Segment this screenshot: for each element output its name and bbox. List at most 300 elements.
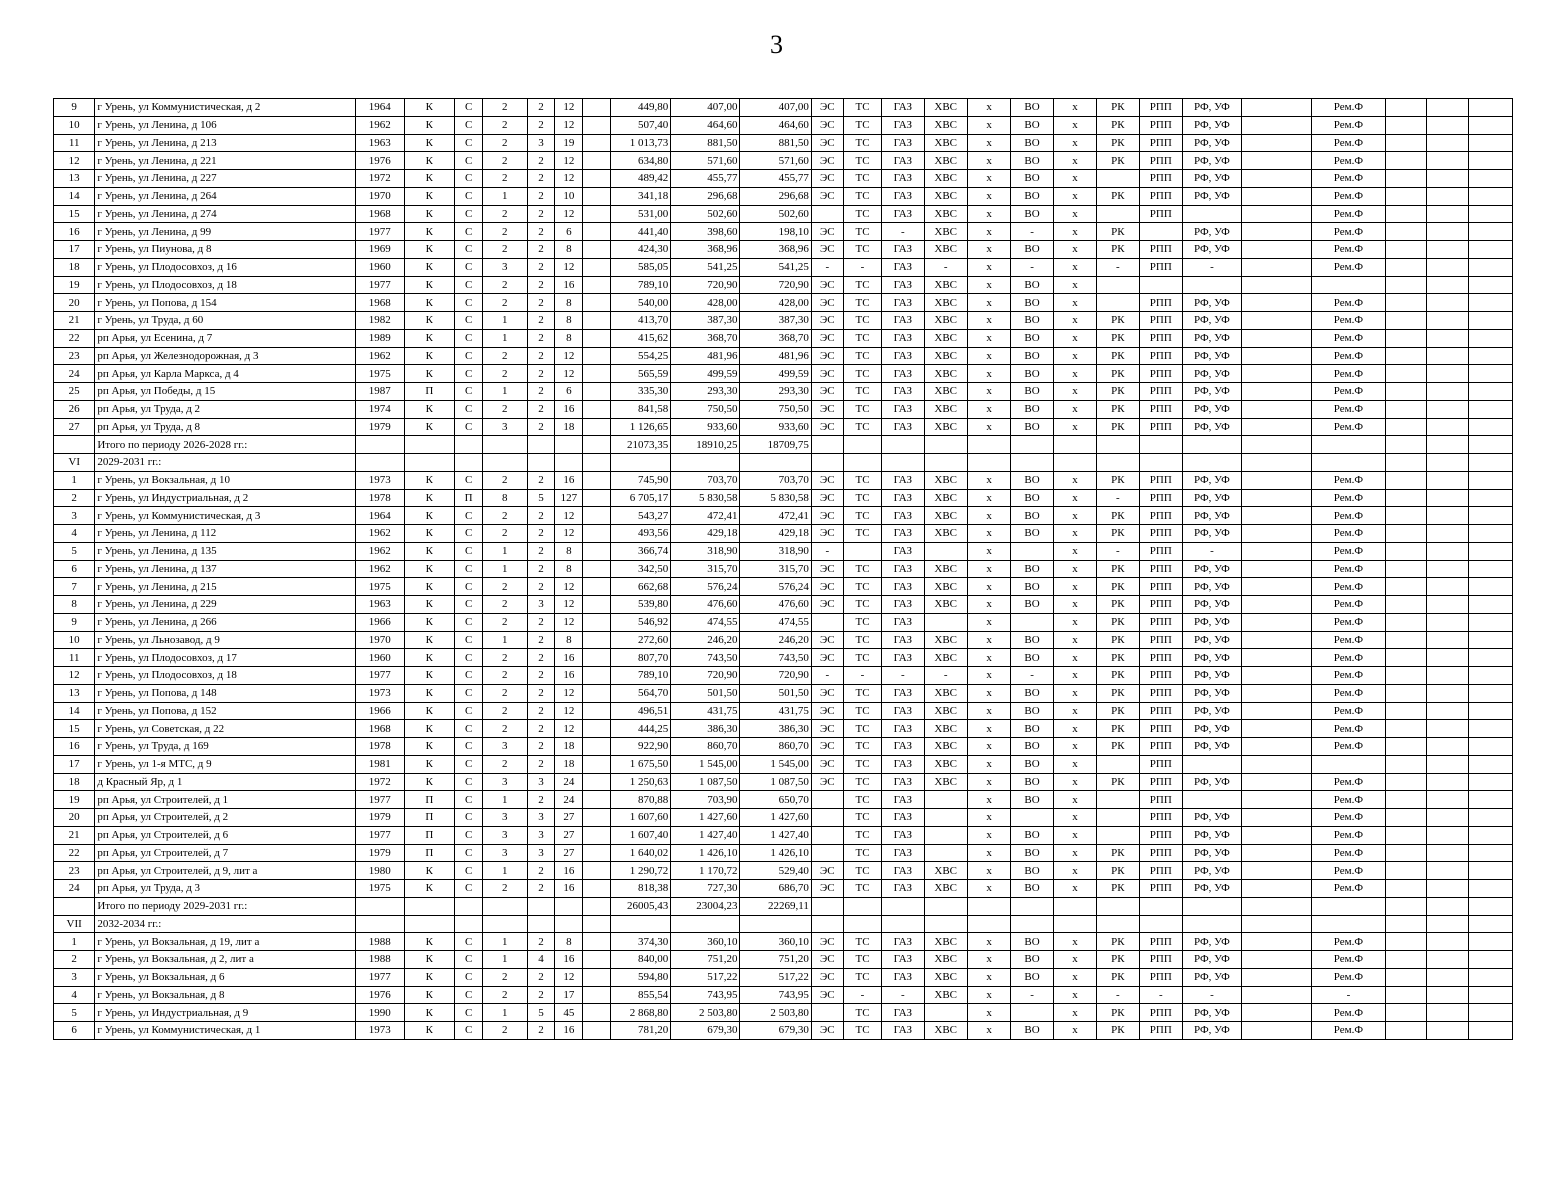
- table-cell: [1427, 383, 1469, 401]
- table-cell: х: [1053, 400, 1096, 418]
- table-cell: 22269,11: [740, 897, 811, 915]
- table-cell: 1978: [355, 738, 404, 756]
- table-cell: [1241, 933, 1311, 951]
- table-cell: -: [1097, 542, 1139, 560]
- row-number-cell: 5: [54, 542, 95, 560]
- table-cell: РФ, УФ: [1182, 738, 1241, 756]
- table-cell: х: [967, 1022, 1010, 1040]
- address-cell: г Урень, ул Труда, д 169: [95, 738, 356, 756]
- table-cell: [1241, 489, 1311, 507]
- table-cell: РК: [1097, 684, 1139, 702]
- table-cell: 12: [555, 596, 583, 614]
- table-cell: ВО: [1011, 187, 1053, 205]
- table-cell: [583, 844, 611, 862]
- table-cell: ВО: [1011, 152, 1053, 170]
- table-cell: х: [1053, 525, 1096, 543]
- table-cell: х: [967, 560, 1010, 578]
- table-cell: 8: [555, 312, 583, 330]
- address-cell: рп Арья, ул Карла Маркса, д 4: [95, 365, 356, 383]
- address-cell: г Урень, ул Плодосовхоз, д 18: [95, 276, 356, 294]
- table-cell: [1427, 738, 1469, 756]
- table-cell: 2: [527, 968, 555, 986]
- table-cell: х: [1053, 347, 1096, 365]
- table-cell: 374,30: [611, 933, 671, 951]
- table-cell: [1241, 99, 1311, 117]
- table-cell: [1241, 915, 1311, 933]
- table-cell: 1 675,50: [611, 755, 671, 773]
- table-cell: [1427, 613, 1469, 631]
- table-cell: [583, 968, 611, 986]
- table-row: [54, 241, 1513, 259]
- table-cell: ЭС: [811, 365, 843, 383]
- table-cell: Рем.Ф: [1312, 826, 1385, 844]
- table-cell: [1385, 986, 1426, 1004]
- table-cell: 502,60: [671, 205, 740, 223]
- table-cell: 16: [555, 667, 583, 685]
- table-cell: х: [1053, 702, 1096, 720]
- table-cell: х: [1053, 596, 1096, 614]
- table-cell: ХВС: [924, 631, 967, 649]
- table-cell: х: [967, 116, 1010, 134]
- table-cell: х: [1053, 312, 1096, 330]
- table-row: [54, 489, 1513, 507]
- table-cell: РФ, УФ: [1182, 1022, 1241, 1040]
- table-cell: [1241, 720, 1311, 738]
- table-row: [54, 649, 1513, 667]
- table-cell: ТС: [843, 294, 881, 312]
- table-cell: С: [455, 578, 483, 596]
- table-cell: х: [1053, 613, 1096, 631]
- table-cell: 428,00: [671, 294, 740, 312]
- table-cell: 296,68: [740, 187, 811, 205]
- table-row: [54, 844, 1513, 862]
- table-cell: 6: [555, 223, 583, 241]
- table-cell: -: [1011, 223, 1053, 241]
- table-cell: С: [455, 365, 483, 383]
- table-cell: РФ, УФ: [1182, 418, 1241, 436]
- table-cell: РФ, УФ: [1182, 383, 1241, 401]
- table-cell: [355, 436, 404, 454]
- table-cell: х: [967, 99, 1010, 117]
- table-cell: 781,20: [611, 1022, 671, 1040]
- address-cell: рп Арья, ул Есенина, д 7: [95, 329, 356, 347]
- table-cell: С: [455, 116, 483, 134]
- table-cell: С: [455, 294, 483, 312]
- table-row: [54, 99, 1513, 117]
- table-cell: 4: [527, 951, 555, 969]
- table-cell: 2: [527, 1022, 555, 1040]
- table-cell: х: [1053, 684, 1096, 702]
- table-cell: [527, 454, 555, 472]
- table-cell: РПП: [1139, 880, 1182, 898]
- table-cell: [483, 454, 527, 472]
- table-cell: ХВС: [924, 578, 967, 596]
- table-cell: [924, 454, 967, 472]
- table-cell: [811, 613, 843, 631]
- table-cell: 272,60: [611, 631, 671, 649]
- table-cell: ТС: [843, 525, 881, 543]
- table-cell: 1 427,40: [671, 826, 740, 844]
- table-cell: 2: [483, 1022, 527, 1040]
- table-cell: 1 640,02: [611, 844, 671, 862]
- table-cell: х: [967, 880, 1010, 898]
- table-cell: К: [404, 560, 455, 578]
- table-cell: [1469, 152, 1513, 170]
- table-cell: [1139, 915, 1182, 933]
- table-row: [54, 809, 1513, 827]
- row-number-cell: 12: [54, 152, 95, 170]
- table-cell: [1469, 684, 1513, 702]
- table-cell: [1241, 560, 1311, 578]
- table-cell: Рем.Ф: [1312, 489, 1385, 507]
- table-cell: [1469, 383, 1513, 401]
- table-cell: х: [1053, 471, 1096, 489]
- table-cell: ГАЗ: [882, 649, 924, 667]
- table-cell: 1973: [355, 471, 404, 489]
- table-cell: х: [967, 738, 1010, 756]
- table-cell: -: [882, 223, 924, 241]
- table-cell: 517,22: [671, 968, 740, 986]
- table-cell: С: [455, 684, 483, 702]
- table-cell: 12: [555, 720, 583, 738]
- table-cell: [1427, 241, 1469, 259]
- table-cell: [1097, 170, 1139, 188]
- table-cell: [583, 116, 611, 134]
- row-number-cell: 4: [54, 986, 95, 1004]
- address-cell: г Урень, ул Вокзальная, д 19, лит а: [95, 933, 356, 951]
- table-cell: 2: [483, 365, 527, 383]
- table-cell: РФ, УФ: [1182, 525, 1241, 543]
- table-cell: РФ, УФ: [1182, 223, 1241, 241]
- table-cell: К: [404, 329, 455, 347]
- table-cell: 2: [483, 755, 527, 773]
- table-cell: С: [455, 507, 483, 525]
- table-cell: К: [404, 241, 455, 259]
- table-cell: РПП: [1139, 365, 1182, 383]
- table-cell: [404, 454, 455, 472]
- table-cell: 2: [483, 471, 527, 489]
- table-cell: 818,38: [611, 880, 671, 898]
- table-cell: [583, 525, 611, 543]
- table-cell: [1011, 436, 1053, 454]
- table-cell: 413,70: [611, 312, 671, 330]
- table-cell: [1427, 436, 1469, 454]
- address-cell: г Урень, ул Ленина, д 135: [95, 542, 356, 560]
- table-cell: ХВС: [924, 223, 967, 241]
- address-cell: г Урень, ул Советская, д 22: [95, 720, 356, 738]
- table-cell: [1427, 312, 1469, 330]
- table-cell: ВО: [1011, 294, 1053, 312]
- table-cell: [1427, 720, 1469, 738]
- table-cell: [1385, 826, 1426, 844]
- table-cell: ГАЗ: [882, 933, 924, 951]
- table-cell: РПП: [1139, 241, 1182, 259]
- table-cell: х: [967, 294, 1010, 312]
- table-cell: РК: [1097, 312, 1139, 330]
- table-cell: РПП: [1139, 720, 1182, 738]
- table-cell: РК: [1097, 968, 1139, 986]
- table-cell: [1427, 507, 1469, 525]
- table-cell: ВО: [1011, 951, 1053, 969]
- table-cell: ГАЗ: [882, 613, 924, 631]
- table-cell: [1469, 294, 1513, 312]
- table-cell: [1385, 738, 1426, 756]
- row-number-cell: 2: [54, 489, 95, 507]
- table-cell: [1385, 258, 1426, 276]
- table-cell: [1469, 276, 1513, 294]
- table-cell: ВО: [1011, 241, 1053, 259]
- row-number-cell: 24: [54, 365, 95, 383]
- table-cell: РФ, УФ: [1182, 862, 1241, 880]
- table-cell: х: [1053, 1004, 1096, 1022]
- table-cell: Рем.Ф: [1312, 631, 1385, 649]
- address-cell: г Урень, ул Ленина, д 213: [95, 134, 356, 152]
- table-cell: 3: [527, 773, 555, 791]
- table-row: [54, 667, 1513, 685]
- total-row: [54, 897, 1513, 915]
- table-cell: [583, 951, 611, 969]
- table-cell: [1469, 791, 1513, 809]
- table-cell: РК: [1097, 596, 1139, 614]
- table-cell: С: [455, 276, 483, 294]
- table-cell: К: [404, 968, 455, 986]
- table-cell: [583, 436, 611, 454]
- table-cell: ХВС: [924, 755, 967, 773]
- row-number-cell: 11: [54, 134, 95, 152]
- table-cell: [1427, 915, 1469, 933]
- table-cell: [1469, 560, 1513, 578]
- table-cell: [555, 454, 583, 472]
- table-cell: [483, 436, 527, 454]
- address-cell: г Урень, ул Плодосовхоз, д 16: [95, 258, 356, 276]
- table-cell: К: [404, 152, 455, 170]
- table-cell: [882, 897, 924, 915]
- row-number-cell: 6: [54, 1022, 95, 1040]
- table-cell: С: [455, 613, 483, 631]
- table-cell: 476,60: [740, 596, 811, 614]
- table-cell: 1987: [355, 383, 404, 401]
- table-cell: К: [404, 933, 455, 951]
- table-row: [54, 560, 1513, 578]
- table-cell: [1385, 773, 1426, 791]
- table-cell: 27: [555, 826, 583, 844]
- row-number-cell: 23: [54, 862, 95, 880]
- table-cell: ГАЗ: [882, 773, 924, 791]
- table-cell: [1385, 880, 1426, 898]
- table-cell: х: [1053, 791, 1096, 809]
- table-cell: ТС: [843, 578, 881, 596]
- table-cell: ГАЗ: [882, 329, 924, 347]
- table-cell: ТС: [843, 489, 881, 507]
- table-cell: [1427, 400, 1469, 418]
- table-cell: К: [404, 258, 455, 276]
- table-cell: х: [1053, 134, 1096, 152]
- table-cell: [1469, 915, 1513, 933]
- table-cell: [583, 613, 611, 631]
- table-cell: [1385, 844, 1426, 862]
- table-cell: ГАЗ: [882, 507, 924, 525]
- table-cell: [1469, 312, 1513, 330]
- table-cell: [1469, 933, 1513, 951]
- table-cell: РК: [1097, 347, 1139, 365]
- table-cell: 1977: [355, 968, 404, 986]
- table-cell: [1182, 276, 1241, 294]
- table-cell: [583, 667, 611, 685]
- table-row: [54, 329, 1513, 347]
- table-cell: [1469, 773, 1513, 791]
- table-cell: С: [455, 986, 483, 1004]
- table-cell: [1241, 152, 1311, 170]
- table-cell: 472,41: [740, 507, 811, 525]
- table-cell: х: [967, 809, 1010, 827]
- table-cell: Рем.Ф: [1312, 578, 1385, 596]
- table-cell: [1469, 187, 1513, 205]
- register-body: [54, 99, 1513, 1040]
- table-cell: 501,50: [740, 684, 811, 702]
- table-cell: 296,68: [671, 187, 740, 205]
- table-cell: [583, 471, 611, 489]
- table-cell: РПП: [1139, 862, 1182, 880]
- table-cell: РПП: [1139, 525, 1182, 543]
- address-cell: Итого по периоду 2026-2028 гг.:: [95, 436, 356, 454]
- table-cell: ВО: [1011, 596, 1053, 614]
- table-cell: С: [455, 241, 483, 259]
- table-cell: ГАЗ: [882, 187, 924, 205]
- table-cell: [1011, 809, 1053, 827]
- table-row: [54, 116, 1513, 134]
- table-cell: РПП: [1139, 187, 1182, 205]
- table-cell: К: [404, 507, 455, 525]
- table-cell: [967, 897, 1010, 915]
- table-cell: РФ, УФ: [1182, 826, 1241, 844]
- table-cell: [811, 826, 843, 844]
- table-cell: ГАЗ: [882, 951, 924, 969]
- table-cell: 2: [483, 702, 527, 720]
- row-number-cell: 21: [54, 826, 95, 844]
- address-cell: 2029-2031 гг.:: [95, 454, 356, 472]
- table-cell: 407,00: [671, 99, 740, 117]
- table-cell: ГАЗ: [882, 365, 924, 383]
- table-cell: С: [455, 542, 483, 560]
- table-cell: С: [455, 134, 483, 152]
- table-cell: С: [455, 170, 483, 188]
- table-cell: ХВС: [924, 862, 967, 880]
- table-cell: К: [404, 596, 455, 614]
- table-cell: ВО: [1011, 738, 1053, 756]
- table-cell: РФ, УФ: [1182, 684, 1241, 702]
- table-cell: х: [967, 720, 1010, 738]
- table-cell: [1469, 507, 1513, 525]
- table-cell: ТС: [843, 116, 881, 134]
- table-cell: [811, 1004, 843, 1022]
- table-cell: [583, 99, 611, 117]
- table-cell: РПП: [1139, 99, 1182, 117]
- row-number-cell: 15: [54, 205, 95, 223]
- table-cell: [1427, 542, 1469, 560]
- table-cell: ГАЗ: [882, 347, 924, 365]
- address-cell: г Урень, ул Вокзальная, д 6: [95, 968, 356, 986]
- table-cell: П: [404, 791, 455, 809]
- table-cell: [1427, 418, 1469, 436]
- table-cell: х: [967, 631, 1010, 649]
- table-cell: [1469, 223, 1513, 241]
- table-cell: х: [1053, 329, 1096, 347]
- table-cell: 496,51: [611, 702, 671, 720]
- table-cell: 2: [527, 347, 555, 365]
- table-cell: 12: [555, 205, 583, 223]
- table-cell: х: [1053, 294, 1096, 312]
- address-cell: г Урень, ул Вокзальная, д 10: [95, 471, 356, 489]
- table-row: [54, 738, 1513, 756]
- table-row: [54, 365, 1513, 383]
- table-cell: С: [455, 649, 483, 667]
- table-cell: [611, 915, 671, 933]
- table-cell: ГАЗ: [882, 791, 924, 809]
- table-cell: 16: [555, 400, 583, 418]
- table-cell: РФ, УФ: [1182, 773, 1241, 791]
- table-cell: 1972: [355, 773, 404, 791]
- table-cell: ТС: [843, 418, 881, 436]
- table-cell: [1312, 915, 1385, 933]
- table-cell: х: [1053, 773, 1096, 791]
- row-number-cell: 10: [54, 116, 95, 134]
- table-cell: Рем.Ф: [1312, 560, 1385, 578]
- table-cell: 1 426,10: [671, 844, 740, 862]
- table-cell: К: [404, 667, 455, 685]
- table-cell: х: [1053, 578, 1096, 596]
- table-cell: [355, 897, 404, 915]
- table-cell: [1427, 968, 1469, 986]
- table-cell: Рем.Ф: [1312, 596, 1385, 614]
- address-cell: г Урень, ул Индустриальная, д 2: [95, 489, 356, 507]
- table-cell: 1962: [355, 116, 404, 134]
- table-cell: ВО: [1011, 276, 1053, 294]
- table-row: [54, 205, 1513, 223]
- table-cell: [1385, 755, 1426, 773]
- table-cell: 1 607,40: [611, 826, 671, 844]
- table-cell: 1977: [355, 667, 404, 685]
- table-cell: [583, 365, 611, 383]
- table-cell: ВО: [1011, 844, 1053, 862]
- table-cell: -: [1011, 258, 1053, 276]
- table-cell: 3: [483, 773, 527, 791]
- table-cell: 933,60: [671, 418, 740, 436]
- table-cell: ТС: [843, 880, 881, 898]
- table-cell: 743,50: [671, 649, 740, 667]
- table-cell: 1966: [355, 702, 404, 720]
- table-cell: 564,70: [611, 684, 671, 702]
- table-cell: РПП: [1139, 809, 1182, 827]
- table-cell: 3: [527, 134, 555, 152]
- table-cell: С: [455, 383, 483, 401]
- table-cell: 720,90: [671, 667, 740, 685]
- table-cell: [583, 152, 611, 170]
- table-cell: 6: [555, 383, 583, 401]
- table-cell: РФ, УФ: [1182, 116, 1241, 134]
- table-cell: х: [967, 525, 1010, 543]
- table-cell: [1469, 844, 1513, 862]
- table-row: [54, 631, 1513, 649]
- table-cell: 743,50: [740, 649, 811, 667]
- table-cell: ХВС: [924, 241, 967, 259]
- table-cell: ТС: [843, 170, 881, 188]
- address-cell: г Урень, ул Попова, д 152: [95, 702, 356, 720]
- table-cell: [1427, 951, 1469, 969]
- table-cell: С: [455, 631, 483, 649]
- table-cell: 12: [555, 152, 583, 170]
- table-cell: 881,50: [740, 134, 811, 152]
- table-cell: 1: [483, 542, 527, 560]
